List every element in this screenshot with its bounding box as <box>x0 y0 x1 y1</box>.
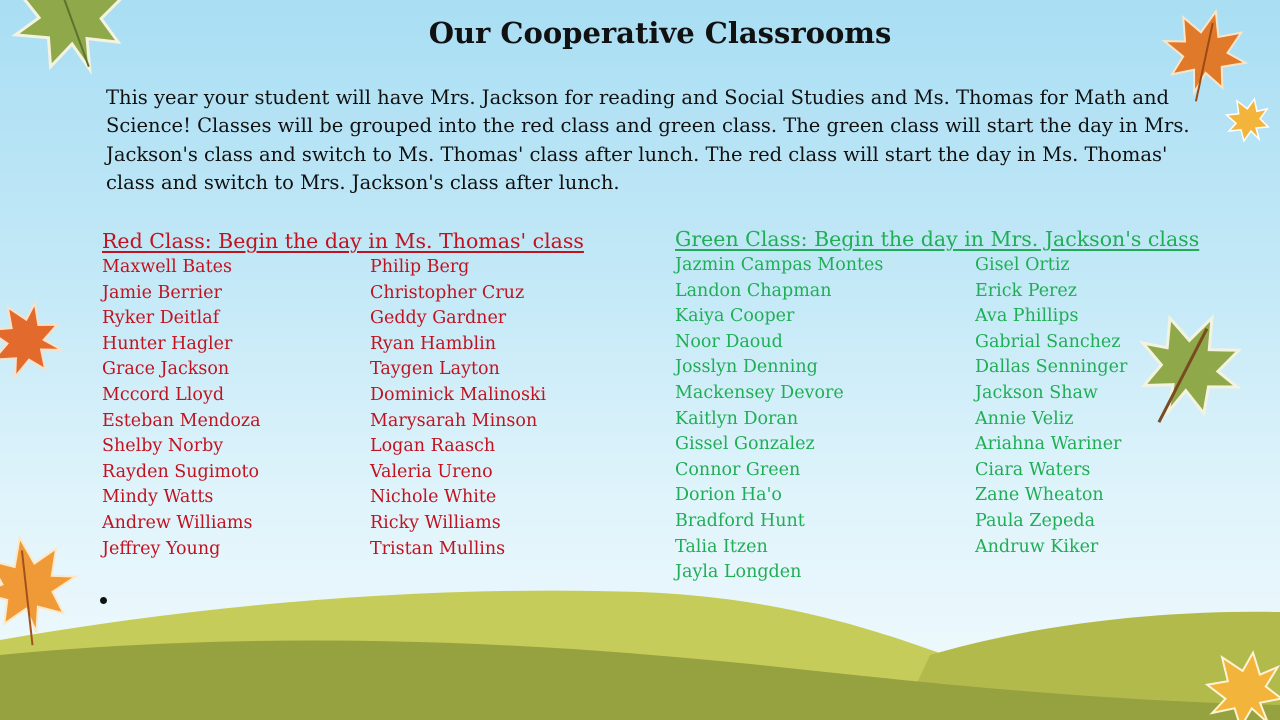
student-name: Landon Chapman <box>675 280 832 301</box>
student-name: Christopher Cruz <box>370 282 525 303</box>
student-name: Bradford Hunt <box>675 510 805 531</box>
student-name: Ava Phillips <box>975 306 1079 327</box>
student-name: Ricky Williams <box>370 512 501 533</box>
roster-row <box>102 332 602 358</box>
intro-paragraph: This year your student will have Mrs. Jackson for reading and Social Studies and Ms. Thomas for Math and Science! Classes will be grouped into the red class and green class. The green class will start the day in Mrs. Jackson's class and switch to Ms. Thomas' class after lunch. The red class will start the day in Ms. Thomas' class and switch to Mrs. Jackson's class after lunch. <box>106 86 1190 195</box>
student-name: Andruw Kiker <box>975 536 1099 557</box>
slide-title: Our Cooperative Classrooms <box>428 16 892 50</box>
student-name: Grace Jackson <box>102 359 230 380</box>
leaf-icon <box>1218 90 1278 150</box>
student-name: Taygen Layton <box>370 359 500 380</box>
student-name: Dorion Ha'o <box>675 485 782 506</box>
roster-row <box>675 253 1195 279</box>
roster-row <box>675 458 1195 484</box>
student-name: Dominick Malinoski <box>370 384 547 405</box>
student-name: Erick Perez <box>975 280 1077 301</box>
roster-row <box>675 381 1195 407</box>
green-class-roster <box>675 253 1195 586</box>
student-name: Jazmin Campas Montes <box>675 255 884 275</box>
student-name: Jayla Longden <box>675 562 802 583</box>
student-name: Hunter Hagler <box>102 333 233 354</box>
roster-row <box>102 485 602 511</box>
student-name: Noor Daoud <box>675 331 783 352</box>
student-name: Connor Green <box>675 459 801 480</box>
student-name: Talia Itzen <box>675 536 768 557</box>
student-name: Gissel Gonzalez <box>675 434 815 455</box>
student-name: Jeffrey Young <box>102 538 221 559</box>
student-name: Gisel Ortiz <box>975 255 1070 275</box>
roster-row <box>675 483 1195 509</box>
roster-row <box>102 281 602 307</box>
student-name: Tristan Mullins <box>370 538 506 559</box>
green-class-heading: Green Class: Begin the day in Mrs. Jackson's class <box>675 227 1200 251</box>
student-name: Logan Raasch <box>370 436 496 457</box>
student-name: Philip Berg <box>370 257 470 277</box>
roster-row <box>675 432 1195 458</box>
student-name: Mackensey Devore <box>675 382 844 403</box>
student-name: Zane Wheaton <box>975 485 1104 506</box>
roster-row <box>675 330 1195 356</box>
roster-row <box>102 306 602 332</box>
green-class-section <box>675 227 1200 586</box>
student-name: Maxwell Bates <box>102 257 232 277</box>
red-class-section <box>102 229 602 562</box>
roster-row <box>102 460 602 486</box>
student-name: Nichole White <box>370 487 497 508</box>
roster-row <box>102 383 602 409</box>
student-name: Dallas Senninger <box>975 357 1128 378</box>
student-name: Esteban Mendoza <box>102 410 261 431</box>
roster-row <box>102 434 602 460</box>
student-name: Paula Zepeda <box>975 510 1095 531</box>
student-name: Valeria Ureno <box>370 461 493 482</box>
student-name: Ciara Waters <box>975 459 1091 480</box>
student-name: Ryan Hamblin <box>370 333 496 354</box>
red-class-roster <box>102 255 602 562</box>
student-name: Geddy Gardner <box>370 308 507 329</box>
student-name: Kaitlyn Doran <box>675 408 799 429</box>
red-class-heading: Red Class: Begin the day in Ms. Thomas' class <box>102 229 584 253</box>
roster-row <box>102 357 602 383</box>
roster-row <box>675 407 1195 433</box>
student-name: Jackson Shaw <box>975 382 1098 403</box>
student-name: Marysarah Minson <box>370 410 538 431</box>
roster-row <box>675 304 1195 330</box>
student-name: Andrew Williams <box>102 512 253 533</box>
student-name: Gabrial Sanchez <box>975 331 1121 352</box>
student-name: Jamie Berrier <box>102 282 222 303</box>
roster-row <box>675 355 1195 381</box>
student-name: Ryker Deitlaf <box>102 308 220 329</box>
roster-row <box>102 255 602 281</box>
student-name: Ariahna Wariner <box>975 434 1122 455</box>
roster-row <box>675 279 1195 305</box>
student-name: Josslyn Denning <box>675 357 818 378</box>
student-name: Shelby Norby <box>102 436 224 457</box>
roster-row <box>102 537 602 563</box>
roster-row <box>675 535 1195 561</box>
student-name: Rayden Sugimoto <box>102 461 260 482</box>
roster-row <box>675 560 1195 586</box>
student-name: Kaiya Cooper <box>675 306 795 327</box>
roster-row <box>102 409 602 435</box>
roster-row <box>102 511 602 537</box>
roster-row <box>675 509 1195 535</box>
student-name: Annie Veliz <box>975 408 1074 429</box>
leaf-icon <box>0 293 72 386</box>
student-name: Mindy Watts <box>102 487 214 508</box>
student-name: Mccord Lloyd <box>102 384 225 405</box>
empty-bullet <box>100 597 107 604</box>
